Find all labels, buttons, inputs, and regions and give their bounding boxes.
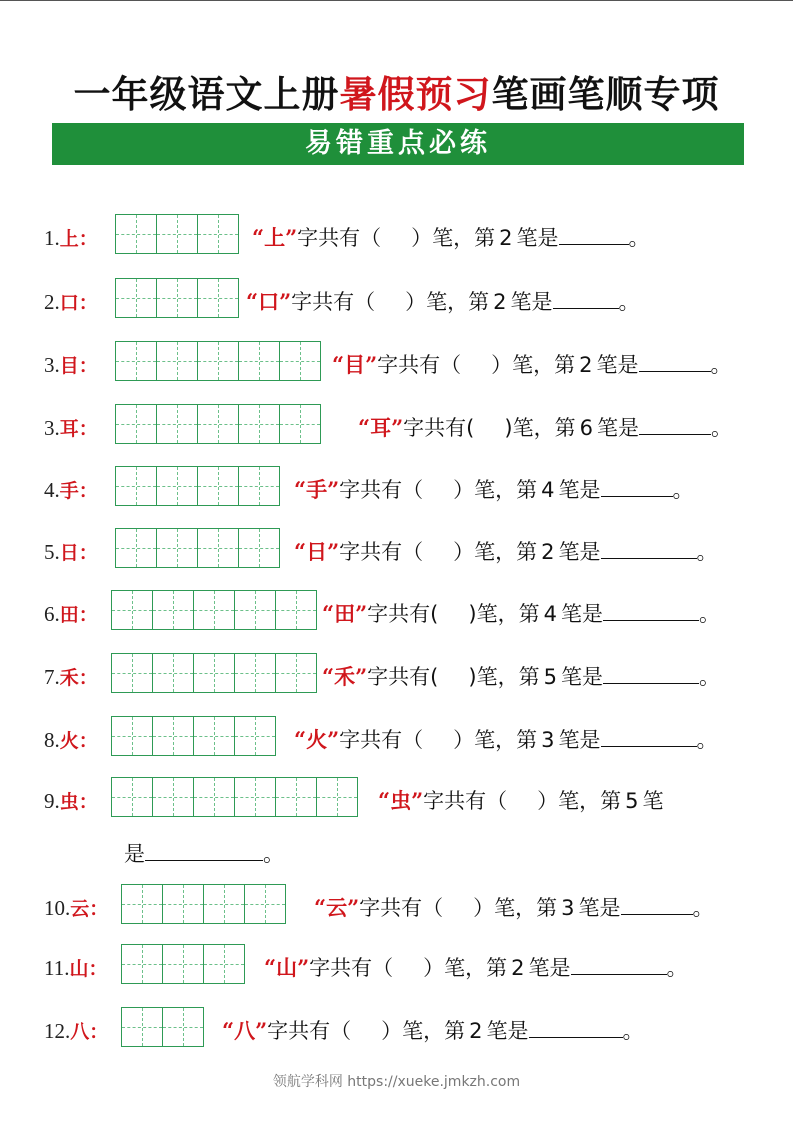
section-banner: 易错重点必练	[52, 123, 744, 165]
footer-watermark: 领航学科网 https://xueke.jmkzh.com	[272, 1074, 521, 1090]
writing-cell[interactable]	[112, 653, 153, 693]
item-9-continuation	[124, 838, 284, 868]
stroke-number: 4	[543, 602, 557, 626]
title-highlight: 暑假预习	[339, 72, 492, 116]
writing-cell[interactable]	[194, 653, 235, 693]
writing-cell[interactable]	[204, 884, 245, 924]
writing-cell[interactable]	[112, 777, 153, 817]
writing-cell[interactable]	[194, 716, 235, 756]
writing-cell[interactable]	[239, 528, 280, 568]
writing-cell[interactable]	[116, 214, 157, 254]
writing-cell[interactable]	[239, 341, 280, 381]
question-stroke-count: 字共有（	[267, 1019, 352, 1043]
stroke-number: 2	[511, 956, 525, 980]
item-index: 1.	[44, 226, 60, 250]
question-stroke-count: 字共有(	[367, 665, 439, 689]
target-character: 八	[70, 1021, 90, 1043]
item-index: 8.	[44, 728, 60, 752]
question-stroke-order: ）笔，第	[453, 728, 538, 752]
question-stroke-count: 字共有（	[359, 896, 444, 920]
stroke-number: 2	[493, 290, 507, 314]
writing-cell[interactable]	[235, 777, 276, 817]
answer-blank[interactable]	[639, 416, 711, 435]
stroke-number: 5	[625, 789, 639, 813]
item-number	[44, 351, 98, 378]
target-character: 云	[70, 898, 90, 920]
quoted-character: “上”	[252, 225, 298, 250]
stroke-number: 2	[469, 1019, 483, 1043]
item-colon: ：	[89, 1021, 109, 1043]
question-stroke-is: 笔是	[560, 665, 603, 689]
writing-cell[interactable]	[157, 528, 198, 568]
question-text	[222, 1015, 644, 1045]
writing-cell[interactable]	[198, 528, 239, 568]
tianzige-grid	[115, 404, 321, 444]
exercise-row	[0, 214, 793, 256]
item-colon: ：	[78, 418, 98, 440]
answer-blank[interactable]	[621, 896, 693, 915]
writing-cell[interactable]	[198, 466, 239, 506]
item-number	[44, 476, 98, 503]
question-text	[378, 785, 664, 815]
question-text	[358, 412, 732, 442]
item-colon: ：	[78, 355, 98, 377]
question-stroke-is: 笔是	[596, 416, 639, 440]
tianzige-grid	[115, 466, 280, 506]
question-stroke-count: 字共有（	[339, 540, 424, 564]
sentence-end: 。	[672, 478, 694, 502]
writing-cell[interactable]	[198, 214, 239, 254]
question-stroke-order: ）笔，第	[411, 226, 496, 250]
writing-cell[interactable]	[153, 653, 194, 693]
tianzige-grid	[115, 528, 280, 568]
item-number	[44, 1017, 108, 1044]
question-stroke-count: 字共有（	[309, 956, 394, 980]
target-character: 上	[59, 228, 79, 250]
tianzige-grid	[115, 214, 239, 254]
question-stroke-count: 字共有(	[403, 416, 475, 440]
target-character: 手	[59, 480, 79, 502]
stroke-number: 2	[541, 540, 555, 564]
question-stroke-count: 字共有（	[339, 728, 424, 752]
question-stroke-count: 字共有(	[367, 602, 439, 626]
question-stroke-order: ）笔，第	[381, 1019, 466, 1043]
quoted-character: “耳”	[358, 415, 404, 440]
quoted-character: “禾”	[322, 664, 368, 689]
question-stroke-is: 笔是	[486, 1019, 529, 1043]
target-character: 口	[59, 292, 79, 314]
question-stroke-is: 笔是	[596, 353, 639, 377]
answer-blank[interactable]	[559, 226, 629, 245]
target-character: 日	[59, 542, 79, 564]
tianzige-grid	[111, 716, 276, 756]
item-colon: ：	[78, 542, 98, 564]
writing-cell[interactable]	[112, 716, 153, 756]
exercise-row	[0, 716, 793, 758]
tianzige-grid	[115, 278, 239, 318]
question-stroke-is: 笔是	[558, 540, 601, 564]
writing-cell[interactable]	[280, 404, 321, 444]
continuation-text: 是	[124, 842, 145, 866]
answer-blank[interactable]	[639, 353, 711, 372]
writing-cell[interactable]	[235, 590, 276, 630]
answer-blank[interactable]	[571, 956, 667, 975]
item-number	[44, 894, 108, 921]
sentence-end: 。	[622, 1019, 644, 1043]
target-character: 山	[69, 958, 89, 980]
item-colon: ：	[78, 228, 98, 250]
writing-cell[interactable]	[194, 590, 235, 630]
answer-blank[interactable]	[553, 290, 619, 309]
question-stroke-order: )笔，第	[504, 416, 576, 440]
writing-cell[interactable]	[163, 944, 204, 984]
target-character: 禾	[59, 667, 79, 689]
tianzige-grid	[111, 777, 358, 817]
sentence-end: 。	[618, 290, 640, 314]
quoted-character: “口”	[246, 289, 292, 314]
question-stroke-order: ）笔，第	[491, 353, 576, 377]
item-index: 11.	[44, 956, 70, 980]
stroke-number: 4	[541, 478, 555, 502]
writing-cell[interactable]	[116, 278, 157, 318]
quoted-character: “手”	[294, 477, 340, 502]
target-character: 虫	[59, 791, 79, 813]
answer-blank[interactable]	[603, 665, 699, 684]
item-number	[44, 600, 98, 627]
sentence-end: 。	[710, 353, 732, 377]
question-stroke-order: ）笔，第	[453, 478, 538, 502]
question-stroke-count: 字共有（	[291, 290, 376, 314]
tianzige-grid	[121, 944, 245, 984]
writing-cell[interactable]	[239, 466, 280, 506]
writing-cell[interactable]	[198, 404, 239, 444]
writing-cell[interactable]	[194, 777, 235, 817]
item-colon: ：	[78, 730, 98, 752]
exercise-row	[0, 528, 793, 570]
exercise-row	[0, 777, 793, 819]
answer-blank[interactable]	[145, 842, 263, 861]
question-stroke-is: 笔是	[528, 956, 571, 980]
item-index: 10.	[44, 896, 71, 920]
writing-cell[interactable]	[157, 341, 198, 381]
quoted-character: “火”	[294, 727, 340, 752]
quoted-character: “田”	[322, 601, 368, 626]
writing-cell[interactable]	[153, 590, 194, 630]
writing-cell[interactable]	[163, 884, 204, 924]
exercise-row	[0, 590, 793, 632]
item-colon: ：	[89, 898, 109, 920]
question-stroke-order: ）笔，第	[453, 540, 538, 564]
top-rule	[0, 0, 793, 1]
question-stroke-count: 字共有（	[423, 789, 508, 813]
target-character: 火	[59, 730, 79, 752]
writing-cell[interactable]	[163, 1007, 204, 1047]
item-index: 12.	[44, 1019, 71, 1043]
exercise-row	[0, 653, 793, 695]
sentence-end: 。	[696, 728, 718, 752]
item-index: 4.	[44, 478, 60, 502]
writing-cell[interactable]	[235, 653, 276, 693]
quoted-character: “日”	[294, 539, 340, 564]
writing-cell[interactable]	[204, 944, 245, 984]
title-part2: 笔画笔顺专项	[491, 72, 720, 116]
item-index: 3.	[44, 353, 60, 377]
exercise-row	[0, 404, 793, 446]
sentence-end: 。	[698, 602, 720, 626]
stroke-number: 6	[579, 416, 593, 440]
item-number	[44, 224, 98, 251]
title-part1: 一年级语文上册	[73, 72, 340, 116]
item-index: 5.	[44, 540, 60, 564]
tianzige-grid	[121, 1007, 204, 1047]
question-stroke-order: ）笔，第	[473, 896, 558, 920]
sentence-end: 。	[666, 956, 688, 980]
item-colon: ：	[78, 292, 98, 314]
item-number	[44, 663, 98, 690]
exercise-row	[0, 944, 793, 986]
answer-blank[interactable]	[601, 478, 673, 497]
exercise-row	[0, 466, 793, 508]
sentence-end: 。	[696, 540, 718, 564]
stroke-number: 2	[499, 226, 513, 250]
item-number	[44, 288, 98, 315]
item-colon: ：	[78, 604, 98, 626]
question-text	[246, 286, 640, 316]
answer-blank[interactable]	[601, 728, 697, 747]
answer-blank[interactable]	[529, 1019, 623, 1038]
target-character: 耳	[59, 418, 79, 440]
writing-cell[interactable]	[276, 777, 317, 817]
sentence-end: 。	[710, 416, 732, 440]
writing-cell[interactable]	[157, 466, 198, 506]
sentence-end: 。	[628, 226, 650, 250]
stroke-number: 2	[579, 353, 593, 377]
writing-cell[interactable]	[116, 466, 157, 506]
item-number	[44, 414, 98, 441]
question-stroke-is: 笔	[642, 789, 664, 813]
item-colon: ：	[88, 958, 108, 980]
writing-cell[interactable]	[122, 1007, 163, 1047]
continuation-end: 。	[263, 842, 284, 866]
writing-cell[interactable]	[122, 884, 163, 924]
tianzige-grid	[115, 341, 321, 381]
item-index: 2.	[44, 290, 60, 314]
item-colon: ：	[78, 667, 98, 689]
question-stroke-order: ）笔，第	[537, 789, 622, 813]
writing-cell[interactable]	[122, 944, 163, 984]
quoted-character: “虫”	[378, 788, 424, 813]
page-title	[0, 64, 793, 118]
question-text	[264, 952, 688, 982]
target-character: 田	[59, 604, 79, 626]
question-text	[294, 474, 694, 504]
quoted-character: “目”	[332, 352, 378, 377]
exercise-row	[0, 278, 793, 320]
sentence-end: 。	[698, 665, 720, 689]
writing-cell[interactable]	[157, 278, 198, 318]
question-stroke-is: 笔是	[516, 226, 559, 250]
item-index: 7.	[44, 665, 60, 689]
writing-cell[interactable]	[276, 590, 317, 630]
stroke-number: 3	[561, 896, 575, 920]
sentence-end: 。	[692, 896, 714, 920]
question-stroke-is: 笔是	[558, 478, 601, 502]
writing-cell[interactable]	[245, 884, 286, 924]
item-number	[44, 787, 98, 814]
question-text	[332, 349, 732, 379]
tianzige-grid	[121, 884, 286, 924]
question-stroke-count: 字共有（	[297, 226, 382, 250]
writing-cell[interactable]	[116, 528, 157, 568]
question-stroke-is: 笔是	[560, 602, 603, 626]
question-text	[322, 598, 720, 628]
item-colon: ：	[78, 791, 98, 813]
question-stroke-is: 笔是	[510, 290, 553, 314]
writing-cell[interactable]	[153, 777, 194, 817]
question-text	[294, 536, 718, 566]
writing-cell[interactable]	[157, 214, 198, 254]
writing-cell[interactable]	[280, 341, 321, 381]
stroke-number: 5	[543, 665, 557, 689]
writing-cell[interactable]	[276, 653, 317, 693]
question-stroke-count: 字共有（	[377, 353, 462, 377]
quoted-character: “山”	[264, 955, 310, 980]
question-stroke-order: )笔，第	[468, 665, 540, 689]
writing-cell[interactable]	[239, 404, 280, 444]
question-stroke-is: 笔是	[578, 896, 621, 920]
question-stroke-count: 字共有（	[339, 478, 424, 502]
item-index: 9.	[44, 789, 60, 813]
writing-cell[interactable]	[112, 590, 153, 630]
question-text	[252, 222, 650, 252]
question-stroke-is: 笔是	[558, 728, 601, 752]
item-colon: ：	[78, 480, 98, 502]
exercise-row	[0, 341, 793, 383]
stroke-number: 3	[541, 728, 555, 752]
item-number	[44, 954, 108, 981]
item-number	[44, 726, 98, 753]
writing-cell[interactable]	[116, 341, 157, 381]
exercise-row	[0, 884, 793, 926]
answer-blank[interactable]	[603, 602, 699, 621]
writing-cell[interactable]	[116, 404, 157, 444]
item-number	[44, 538, 98, 565]
tianzige-grid	[111, 653, 317, 693]
question-stroke-order: ）笔，第	[423, 956, 508, 980]
question-stroke-order: ）笔，第	[405, 290, 490, 314]
writing-cell[interactable]	[198, 341, 239, 381]
writing-cell[interactable]	[153, 716, 194, 756]
exercise-row	[0, 1007, 793, 1049]
question-text	[322, 661, 720, 691]
quoted-character: “云”	[314, 895, 360, 920]
tianzige-grid	[111, 590, 317, 630]
target-character: 目	[59, 355, 79, 377]
writing-cell[interactable]	[317, 777, 358, 817]
answer-blank[interactable]	[601, 540, 697, 559]
writing-cell[interactable]	[198, 278, 239, 318]
writing-cell[interactable]	[157, 404, 198, 444]
question-stroke-order: )笔，第	[468, 602, 540, 626]
question-text	[314, 892, 714, 922]
writing-cell[interactable]	[235, 716, 276, 756]
question-text	[294, 724, 718, 754]
item-index: 3.	[44, 416, 60, 440]
quoted-character: “八”	[222, 1018, 268, 1043]
item-index: 6.	[44, 602, 60, 626]
